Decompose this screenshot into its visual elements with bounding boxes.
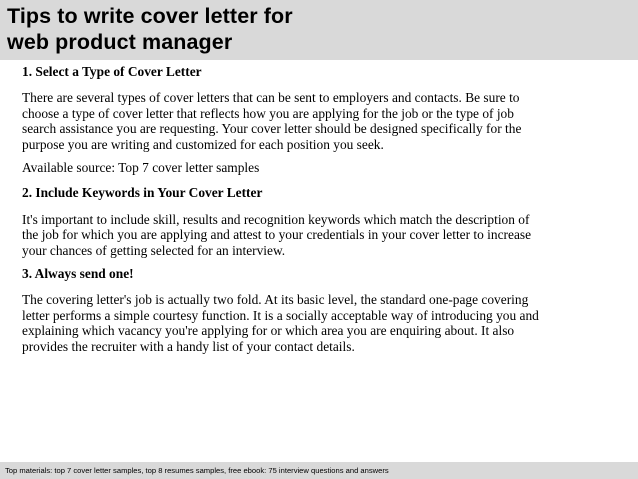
section-2-line: the job for which you are applying and attest to your credentials in your cover letter to increase [22,227,532,243]
footer-bar [0,462,638,479]
section-2-paragraph [22,212,607,258]
title-bar [0,0,638,60]
slide-title-line-1: Tips to write cover letter for [7,4,293,28]
section-2-line: It's important to include skill, results and recognition keywords which match the description of [22,211,530,227]
available-source-note: Available source: Top 7 cover letter samples [22,160,260,176]
section-3-line: explaining which vacancy you're applying for or which area you are enquiring about. It also [22,323,515,339]
section-3-heading: 3. Always send one! [22,266,134,282]
section-1-heading: 1. Select a Type of Cover Letter [22,64,202,79]
section-2-line: your chances of getting selected for an interview. [22,242,286,258]
section-2-heading: 2. Include Keywords in Your Cover Letter [22,185,263,201]
section-1-line: choose a type of cover letter that reflects how you are applying for the job or the type of job [22,105,514,121]
section-1-line: purpose you are writing and customized for each position you seek. [22,136,384,152]
section-1-paragraph [22,90,607,152]
section-3-line: The covering letter's job is actually two fold. At its basic level, the standard one-page covering [22,292,529,308]
footer-text: Top materials: top 7 cover letter samples, top 8 resumes samples, free ebook: 75 interview questions and answers [5,466,389,475]
section-3-line: provides the recruiter with a handy list of your contact details. [22,338,355,354]
section-3-line: letter performs a simple courtesy function. It is a socially acceptable way of introducing you and [22,307,539,323]
slide-content [22,64,607,362]
section-1-line: There are several types of cover letters that can be sent to employers and contacts. Be sure to [22,90,520,106]
slide-title-line-2: web product manager [7,30,233,54]
section-3-paragraph [22,292,607,354]
slide-title [7,3,293,55]
section-1-line: search assistance you are requesting. Your cover letter should be designed specifically for the [22,121,522,137]
